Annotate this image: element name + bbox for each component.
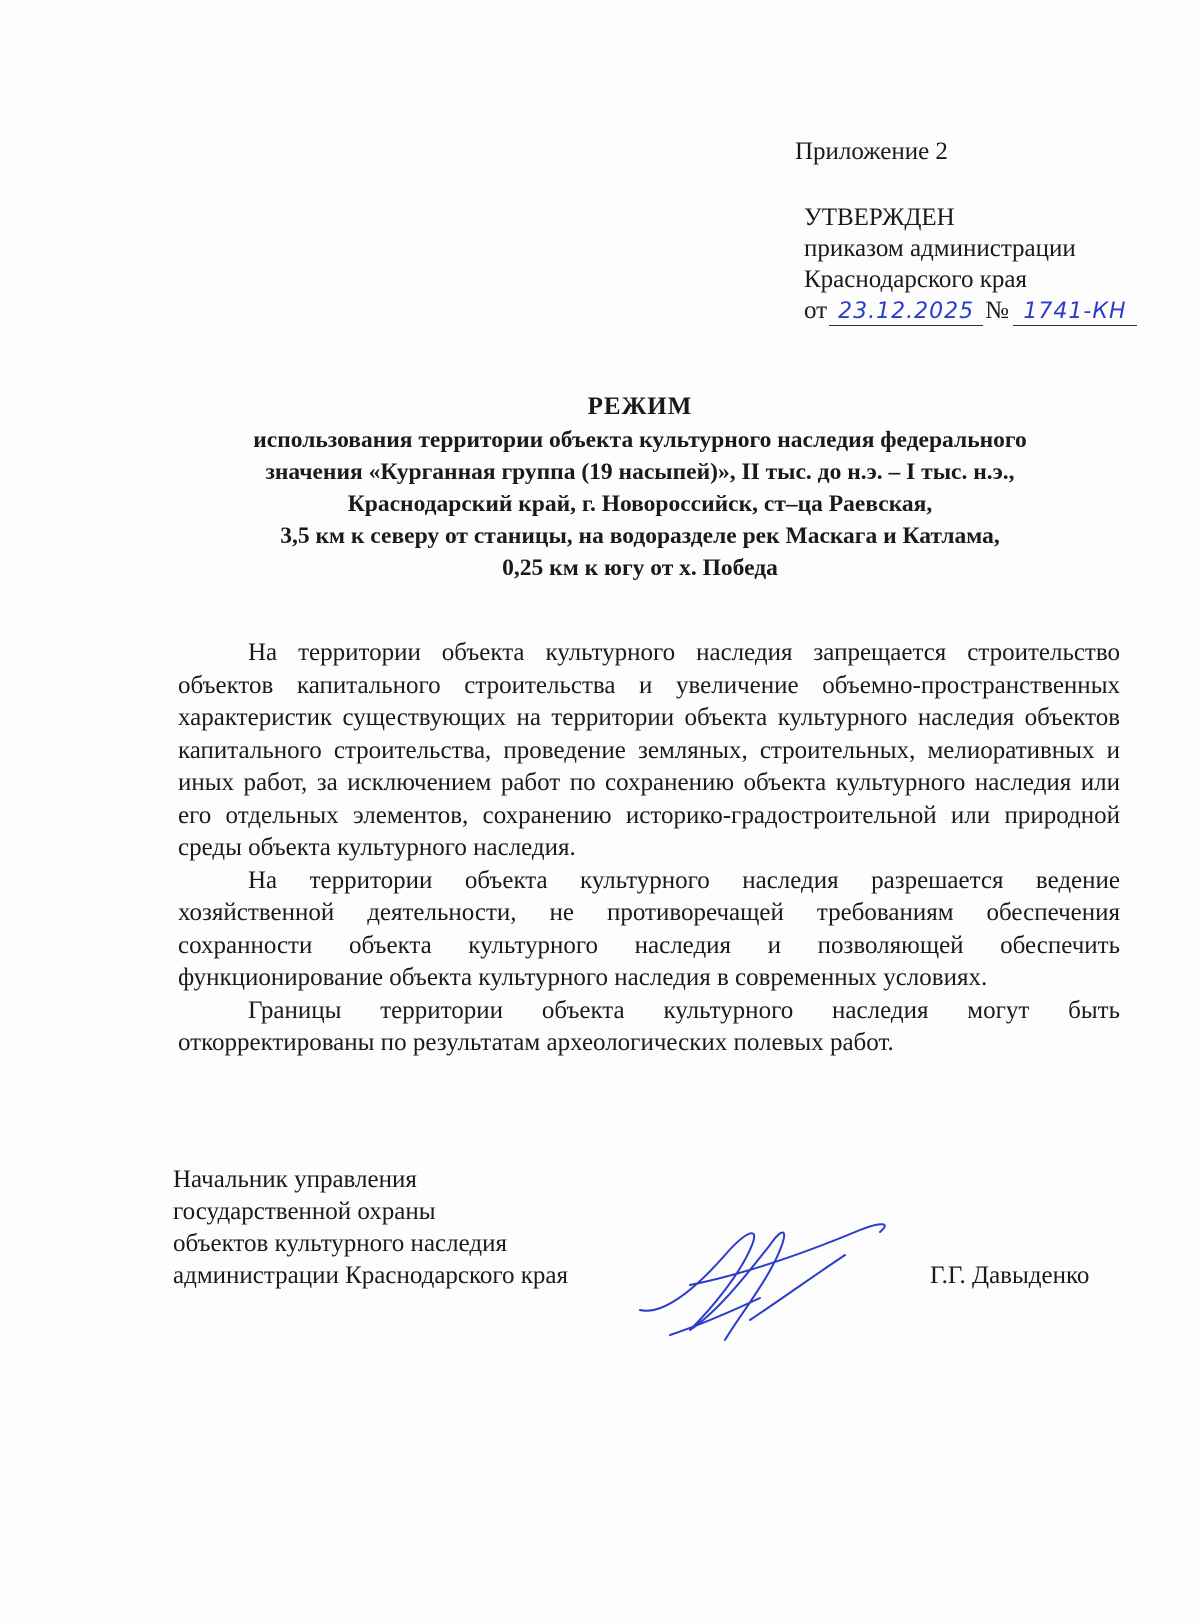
- approval-line-2: Краснодарского края: [804, 266, 1027, 293]
- position-line: государственной охраны: [173, 1198, 436, 1225]
- handwritten-number: 1741-КН: [1013, 299, 1137, 326]
- title-line: Краснодарский край, г. Новороссийск, ст–ца Раевская,: [347, 491, 933, 517]
- handwritten-date: 23.12.2025: [829, 299, 983, 326]
- body-paragraph: На территории объекта культурного наследия запрещается строительство объектов капитального строительства и увеличение объемно-пространственных характеристик существующих на территории объекта культурного наследия объектов капитального строительства, проведение земляных, строительных, мелиоративных и иных работ, за исключением работ по сохранению объекта культурного наследия или его отдельных элементов, сохранению историко-градостроительной или природной среды объекта культурного наследия.: [178, 639, 1120, 861]
- title-line: использования территории объекта культурного наследия федерального: [253, 427, 1027, 453]
- position-line: Начальник управления: [173, 1166, 417, 1193]
- date-prefix: от: [804, 297, 828, 324]
- document-body: [178, 637, 1120, 1060]
- handwritten-signature: [630, 1200, 920, 1350]
- number-sign: №: [985, 297, 1009, 324]
- signatory-name: Г.Г. Давыденко: [930, 1262, 1090, 1289]
- title-heading: РЕЖИМ: [587, 393, 693, 420]
- approval-date-line: [804, 295, 1137, 326]
- approval-status: УТВЕРЖДЕН: [804, 204, 955, 231]
- signatory-position: [173, 1164, 568, 1292]
- body-paragraph: Границы территории объекта культурного наследия могут быть откорректированы по результатам археологических полевых работ.: [178, 996, 1120, 1056]
- appendix-label: Приложение 2: [795, 138, 948, 165]
- body-paragraph: На территории объекта культурного наследия разрешается ведение хозяйственной деятельности, не противоречащей требованиям обеспечения сохранности объекта культурного наследия и позволяющей обеспечить функционирование объекта культурного наследия в современных условиях.: [178, 866, 1120, 991]
- title-line: значения «Курганная группа (19 насыпей)», II тыс. до н.э. – I тыс. н.э.,: [265, 459, 1015, 485]
- title-line: 0,25 км к югу от х. Победа: [502, 555, 778, 581]
- approval-stamp: [804, 202, 1137, 326]
- approval-line-1: приказом администрации: [804, 235, 1076, 262]
- position-line: администрации Краснодарского края: [173, 1262, 569, 1289]
- position-line: объектов культурного наследия: [173, 1230, 507, 1257]
- title-line: 3,5 км к северу от станицы, на водоразделе рек Маскага и Катлама,: [280, 523, 1000, 549]
- document-title: [160, 390, 1120, 584]
- signature-strokes: [640, 1224, 885, 1340]
